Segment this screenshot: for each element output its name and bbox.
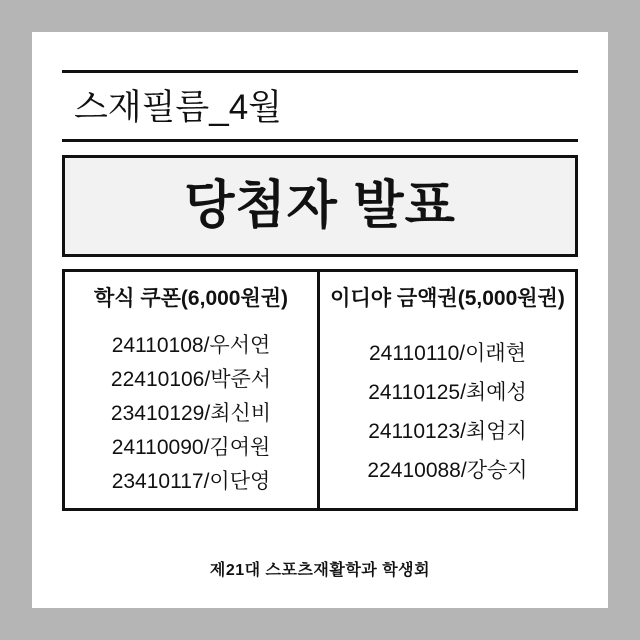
column-heading-meal-coupon: 학식 쿠폰(6,000원권) [93, 287, 289, 310]
list-item: 22410106/박준서 [110, 368, 272, 392]
list-item: 24110110/이래현 [368, 342, 526, 366]
winners-column-ediya-voucher [320, 272, 575, 508]
page-title: 스재필름_4월 [74, 88, 282, 127]
list-item: 22410088/강승지 [367, 458, 528, 482]
winner-list-meal-coupon [111, 329, 271, 499]
list-item: 24110125/최예성 [368, 381, 527, 405]
list-item: 23410117/이단영 [111, 470, 271, 494]
poster-content [62, 70, 578, 588]
winners-column-meal-coupon [65, 272, 320, 508]
winners-table [62, 269, 578, 511]
announcement-banner-text: 당첨자 발표 [184, 177, 456, 235]
winner-list-ediya-voucher [367, 335, 527, 490]
list-item: 23410129/최신비 [110, 402, 272, 426]
list-item: 24110123/최엄지 [368, 419, 527, 443]
footer-organization: 제21대 스포츠재활학과 학생회 [209, 562, 431, 579]
list-item: 24110090/김여원 [111, 436, 271, 460]
column-heading-ediya-voucher: 이디야 금액권(5,000원권) [330, 287, 565, 310]
announcement-banner [62, 155, 578, 257]
poster-card [32, 32, 608, 608]
list-item: 24110108/우서연 [111, 334, 271, 358]
header-divider-bottom [62, 139, 578, 142]
